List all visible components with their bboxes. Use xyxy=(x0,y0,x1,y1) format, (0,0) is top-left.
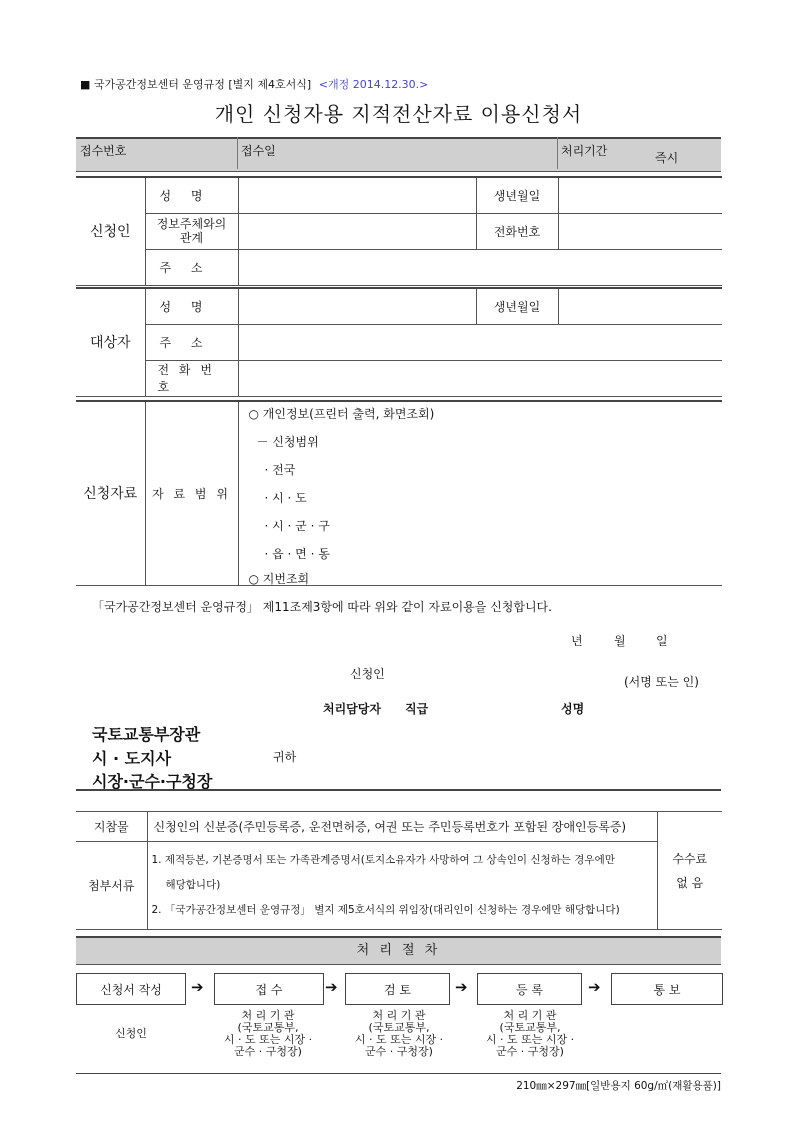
applicant-signature-label: 신청인 xyxy=(350,667,385,681)
arrow-right-icon: ➔ xyxy=(191,978,204,996)
option-lot-lookup[interactable]: ○ 지번조회 xyxy=(248,572,310,586)
applicant-relation-field[interactable] xyxy=(238,213,476,249)
processing-period-value: 즉시 xyxy=(655,151,679,165)
subject-birth-field[interactable] xyxy=(558,288,722,324)
step-review: 검 토 xyxy=(345,973,450,1005)
signature-note: (서명 또는 인) xyxy=(624,675,699,689)
data-scope-options xyxy=(238,401,722,585)
option-city-county[interactable]: · 시 · 군 · 구 xyxy=(264,519,330,533)
form-reference xyxy=(80,76,428,92)
step-notify: 통 보 xyxy=(611,973,723,1005)
subject-phone-field[interactable] xyxy=(238,360,722,396)
recipient-minister: 국토교통부장관 xyxy=(92,725,201,744)
actor-agency-receipt: 처 리 기 관 (국토교통부, 시 · 도 또는 시장 · 군수 · 구청장) xyxy=(223,1009,313,1058)
fee-value: 없 음 xyxy=(676,875,704,890)
subject-name-field[interactable] xyxy=(238,288,476,324)
subject-phone-label: 전 화 번 호 xyxy=(145,360,238,396)
applicant-table xyxy=(76,176,722,286)
applicant-address-field[interactable] xyxy=(238,249,722,285)
option-personal-info[interactable]: ○ 개인정보(프린터 출력, 화면조회) xyxy=(248,407,435,421)
step-application: 신청서 작성 xyxy=(76,973,186,1005)
applicant-section-label: 신청인 xyxy=(76,177,145,285)
arrow-right-icon: ➔ xyxy=(325,978,338,996)
page-title: 개인 신청자용 지적전산자료 이용신청서 xyxy=(214,102,583,126)
form-note: ■ 국가공간정보센터 운영규정 [별지 제4호서식] xyxy=(80,78,312,91)
applicant-name-label: 성 명 xyxy=(145,177,238,213)
officer-label: 처리담당자 xyxy=(323,702,381,716)
date-year: 년 xyxy=(571,634,583,648)
applicant-relation-label: 정보주체와의 관계 xyxy=(145,213,238,249)
date-day: 일 xyxy=(656,634,668,648)
subject-address-label: 주 소 xyxy=(145,324,238,360)
option-town[interactable]: · 읍 · 면 · 동 xyxy=(264,547,330,561)
arrow-right-icon: ➔ xyxy=(455,978,468,996)
fee-label: 수수료 xyxy=(672,851,708,866)
docs-list xyxy=(147,842,657,930)
applicant-phone-field[interactable] xyxy=(558,213,722,249)
data-request-table xyxy=(76,400,722,586)
step-register: 등 록 xyxy=(477,973,582,1005)
option-province[interactable]: · 시 · 도 xyxy=(264,491,307,505)
arrow-right-icon: ➔ xyxy=(588,978,601,996)
applicant-birth-label: 생년월일 xyxy=(476,177,558,213)
doc-item-2: 2. 「국가공간정보센터 운영규정」 별지 제5호서식의 위임장(대리인이 신청하는 경우에만 해당합니다) xyxy=(151,904,620,916)
step-receipt: 접 수 xyxy=(214,973,324,1005)
applicant-name-field[interactable] xyxy=(238,177,476,213)
actor-agency-review: 처 리 기 관 (국토교통부, 시 · 도 또는 시장 · 군수 · 구청장) xyxy=(354,1009,444,1058)
data-scope-label: 자 료 범 위 xyxy=(145,401,238,585)
procedure-title: 처 리 절 차 xyxy=(76,936,721,965)
bring-text: 신청인의 신분증(주민등록증, 운전면허증, 여권 또는 주민등록번호가 포함된 장애인등록증) xyxy=(147,812,657,842)
applicant-phone-label: 전화번호 xyxy=(476,213,558,249)
processing-period-label: 처리기간 xyxy=(561,144,608,158)
fee-cell xyxy=(657,812,722,930)
doc-item-1-cont: 해당합니다) xyxy=(165,879,221,891)
declaration-text: 「국가공간정보센터 운영규정」 제11조제3항에 따라 위와 같이 자료이용을 신청합니다. xyxy=(92,600,552,614)
subject-birth-label: 생년월일 xyxy=(476,288,558,324)
subject-section-label: 대상자 xyxy=(76,288,145,396)
officer-position-label: 직급 xyxy=(405,702,429,716)
date-month: 월 xyxy=(614,634,626,648)
option-nationwide[interactable]: · 전국 xyxy=(264,463,296,477)
subject-table xyxy=(76,287,722,397)
officer-name-label: 성명 xyxy=(561,702,585,716)
receipt-number-label: 접수번호 xyxy=(80,144,127,158)
receipt-date-label: 접수일 xyxy=(241,144,276,158)
recipient-governor: 시 · 도지사 xyxy=(92,749,172,768)
attachments-table xyxy=(76,811,722,930)
bring-label: 지참물 xyxy=(76,812,147,842)
subject-name-label: 성 명 xyxy=(145,288,238,324)
data-request-section-label: 신청자료 xyxy=(76,401,145,585)
recipient-mayor: 시장·군수·구청장 xyxy=(92,772,213,791)
subject-address-field[interactable] xyxy=(238,324,722,360)
recipient-honorific: 귀하 xyxy=(273,750,297,764)
receipt-bar xyxy=(76,137,721,172)
actor-applicant: 신청인 xyxy=(115,1027,147,1040)
option-request-range: － 신청범위 xyxy=(256,435,319,449)
applicant-birth-field[interactable] xyxy=(558,177,722,213)
doc-item-1: 1. 제적등본, 기본증명서 또는 가족관계증명서(토지소유자가 사망하여 그 상속인이 신청하는 경우에만 xyxy=(151,854,615,866)
applicant-address-label: 주 소 xyxy=(145,249,238,285)
actor-agency-register: 처 리 기 관 (국토교통부, 시 · 도 또는 시장 · 군수 · 구청장) xyxy=(485,1009,575,1058)
paper-spec: 210㎜×297㎜[일반용지 60g/㎡(재활용품)] xyxy=(516,1080,721,1092)
docs-label: 첨부서류 xyxy=(76,842,147,930)
revision-date: <개정 2014.12.30.> xyxy=(318,78,429,91)
